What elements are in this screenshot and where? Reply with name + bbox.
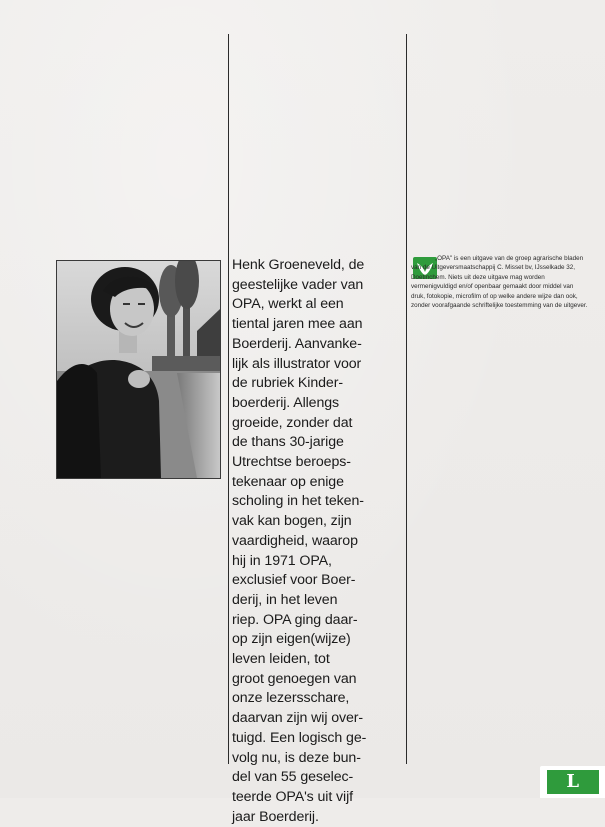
column-rule-left: [228, 34, 229, 764]
author-portrait-photo: [56, 260, 221, 479]
author-biography-text: Henk Groeneveld, de geestelijke vader van OPA, werkt al een tiental jaren mee aan Boerderij. Aanvanke- lijk als illustrator voor de rubriek Kinder- boerderij. Allengs groeide, zonder dat de thans 30-jarige Utrechtse beroeps- tekenaar op enige scholing in het teken- vak kan bogen, zijn vaardigheid, waarop hij in 1971 OPA, exclusief voor Boer- derij, in het leven riep. OPA ging daar- op zijn eigen(wijze) leven leiden, tot groot genoegen van onze lezersschare, daarvan zijn wij over- tuigd. Een logisch ge- volg nu, is deze bun- del van 55 geselec- teerde OPA's uit vijf jaar Boerderij.: [232, 257, 367, 825]
catalog-sticker: [540, 766, 605, 798]
catalog-sticker-badge: [547, 770, 599, 794]
column-rule-right: [406, 34, 407, 764]
colophon-text: „OPA" is een uitgave van de groep agrarische bladen van de Uitgeversmaatschappij C. Misset bv, IJsselkade 32, Doetinchem. Niets uit deze uitgave mag worden vermenigvuldigd en/of openbaar gemaakt door middel van druk, fotokopie, microfilm of op welke andere wijze dan ook, zonder voorafgaande schriftelijke toestemming van de uitgever.: [411, 255, 588, 310]
catalog-sticker-letter: L: [566, 771, 580, 792]
publisher-colophon: [411, 254, 589, 366]
